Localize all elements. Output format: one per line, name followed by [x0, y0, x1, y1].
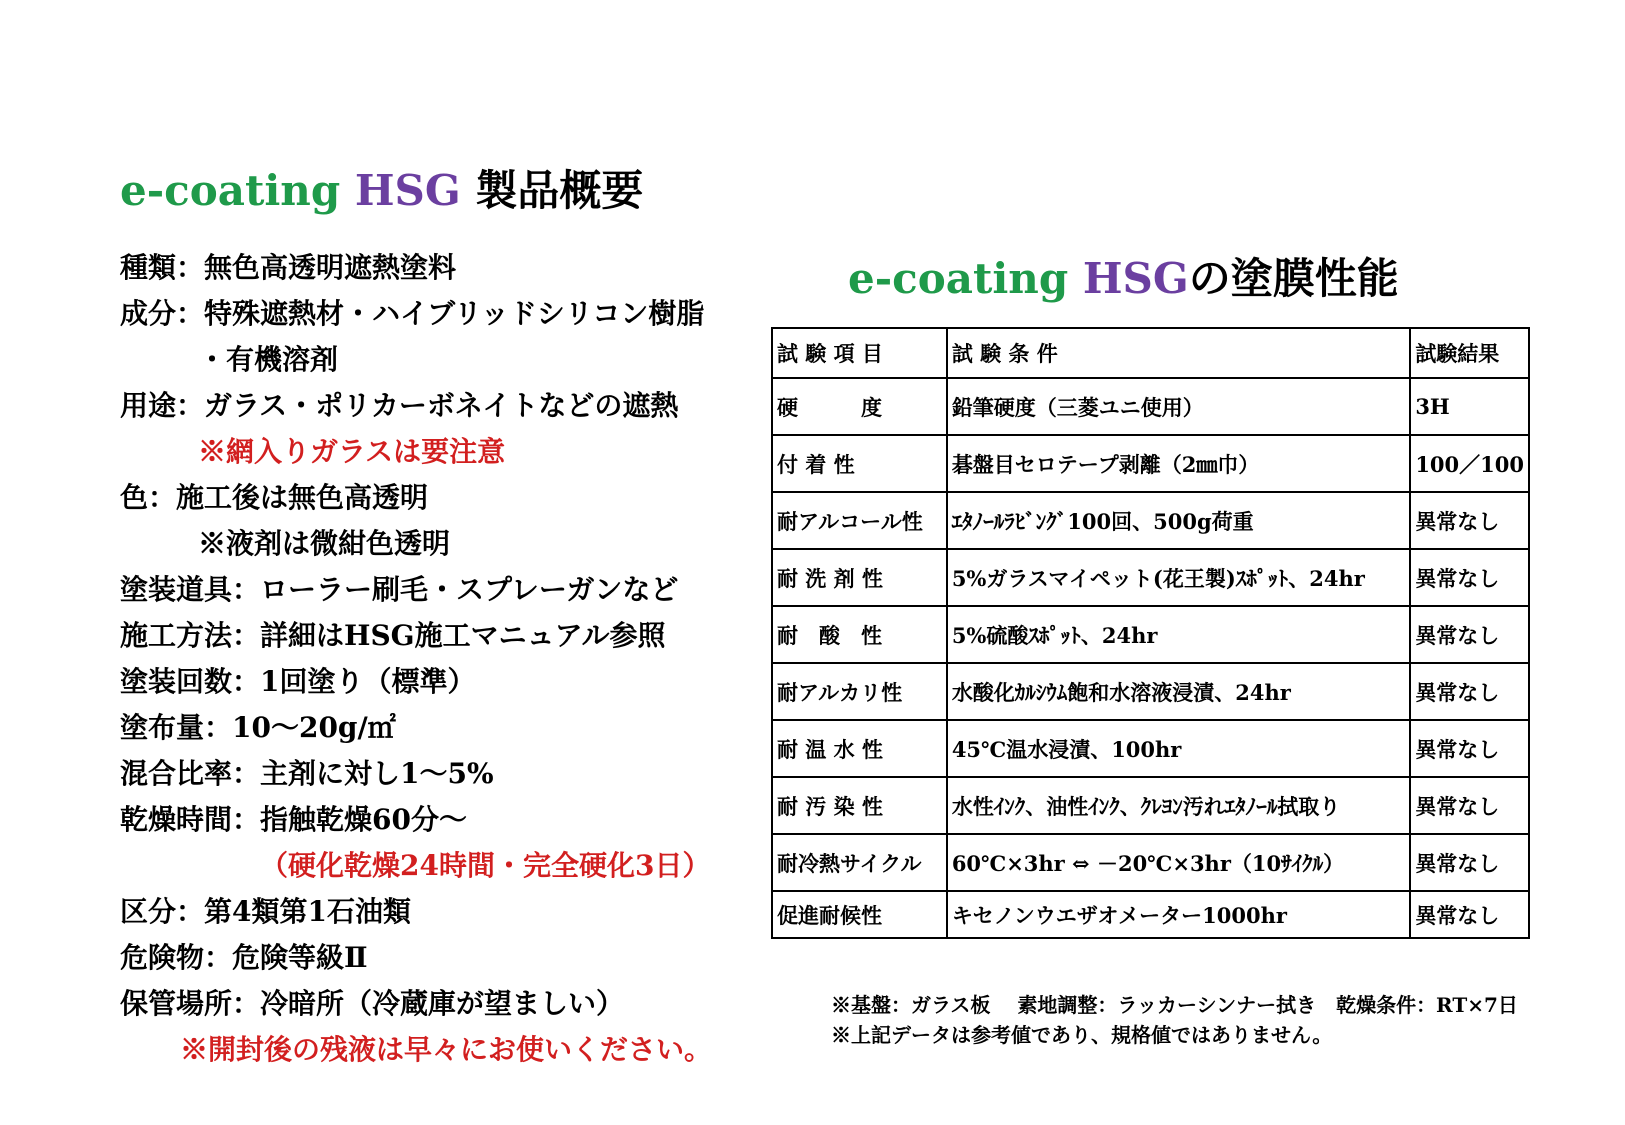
- cell-test-item: 付 着 性: [772, 435, 947, 492]
- spec-note-line: ※開封後の残液は早々にお使いください。: [180, 1033, 713, 1066]
- cell-test-condition: 碁盤目セロテープ剥離（2㎜巾）: [947, 435, 1411, 492]
- spec-line: 色：施工後は無色高透明: [120, 481, 429, 514]
- spec-line: 塗布量：10～20g/㎡: [120, 711, 396, 744]
- brand-name-ecoating: e-coating: [120, 166, 341, 215]
- note-substrate: ※基盤：ガラス板 素地調整：ラッカーシンナー拭き 乾燥条件：RT×7日: [831, 993, 1518, 1017]
- spec-line: ※液剤は微紺色透明: [198, 527, 451, 560]
- cell-test-condition: 5%ガラスマイペット(花王製)ｽﾎﾟｯﾄ、24hr: [947, 549, 1411, 606]
- cell-test-item: 硬 度: [772, 378, 947, 435]
- spec-line: 乾燥時間：指触乾燥60分～: [120, 803, 467, 836]
- header-test-item: 試 験 項 目: [772, 328, 947, 378]
- spec-line: 区分：第4類第1石油類: [120, 895, 411, 928]
- spec-line: ・有機溶剤: [198, 343, 339, 376]
- spec-line: 保管場所：冷暗所（冷蔵庫が望ましい）: [120, 987, 625, 1020]
- table-row: [772, 378, 1529, 435]
- cell-test-result: 異常なし: [1410, 834, 1529, 891]
- table-header-row: [772, 328, 1529, 378]
- cell-test-item: 耐冷熱サイクル: [772, 834, 947, 891]
- spec-line: 危険物：危険等級Ⅱ: [120, 941, 368, 974]
- note-reference: ※上記データは参考値であり、規格値ではありません。: [831, 1023, 1333, 1047]
- brand-name-hsg: HSG: [1082, 254, 1189, 303]
- brand-name-ecoating: e-coating: [848, 254, 1069, 303]
- header-test-result: 試験結果: [1410, 328, 1529, 378]
- header-test-condition: 試 験 条 件: [947, 328, 1411, 378]
- table-row: [772, 606, 1529, 663]
- cell-test-result: 異常なし: [1410, 891, 1529, 938]
- cell-test-condition: 水性ｲﾝｸ、油性ｲﾝｸ、ｸﾚﾖﾝ汚れｴﾀﾉｰﾙ拭取り: [947, 777, 1411, 834]
- cell-test-item: 耐 酸 性: [772, 606, 947, 663]
- cell-test-condition: ｴﾀﾉｰﾙﾗﾋﾞﾝｸﾞ100回、500g荷重: [947, 492, 1411, 549]
- table-row: [772, 834, 1529, 891]
- table-row: [772, 549, 1529, 606]
- table-row: [772, 891, 1529, 938]
- cell-test-result: 異常なし: [1410, 492, 1529, 549]
- cell-test-item: 耐アルカリ性: [772, 663, 947, 720]
- cell-test-item: 促進耐候性: [772, 891, 947, 938]
- cell-test-condition: 45℃温水浸漬、100hr: [947, 720, 1411, 777]
- title-text: の塗膜性能: [1188, 254, 1399, 303]
- spec-line: 種類：無色高透明遮熱塗料: [120, 251, 457, 284]
- cell-test-item: 耐 汚 染 性: [772, 777, 947, 834]
- table-row: [772, 492, 1529, 549]
- cell-test-condition: キセノンウエザオメーター1000hr: [947, 891, 1411, 938]
- cell-test-condition: 60℃×3hr ⇔ －20℃×3hr（10ｻｲｸﾙ）: [947, 834, 1411, 891]
- title-text: 製品概要: [460, 166, 644, 215]
- cell-test-result: 異常なし: [1410, 777, 1529, 834]
- table-row: [772, 777, 1529, 834]
- cell-test-result: 100／100: [1410, 435, 1529, 492]
- table-body: [772, 378, 1529, 938]
- spec-line: 混合比率：主剤に対し1～5%: [120, 757, 494, 790]
- cell-test-item: 耐アルコール性: [772, 492, 947, 549]
- cell-test-condition: 水酸化ｶﾙｼｳﾑ飽和水溶液浸漬、24hr: [947, 663, 1411, 720]
- spec-line: 成分：特殊遮熱材・ハイブリッドシリコン樹脂: [120, 297, 705, 330]
- spec-line: 施工方法：詳細はHSG施工マニュアル参照: [120, 619, 666, 652]
- cell-test-result: 異常なし: [1410, 549, 1529, 606]
- cell-test-item: 耐 温 水 性: [772, 720, 947, 777]
- cell-test-condition: 5%硫酸ｽﾎﾟｯﾄ、24hr: [947, 606, 1411, 663]
- cell-test-item: 耐 洗 剤 性: [772, 549, 947, 606]
- cell-test-condition: 鉛筆硬度（三菱ユニ使用）: [947, 378, 1411, 435]
- spec-note-line: ※網入りガラスは要注意: [198, 435, 506, 468]
- spec-line: 塗装回数：1回塗り（標準）: [120, 665, 476, 698]
- spec-note-line: （硬化乾燥24時間・完全硬化3日）: [260, 849, 711, 882]
- spec-line: 用途：ガラス・ポリカーボネイトなどの遮熱: [120, 389, 679, 422]
- brand-name-hsg: HSG: [354, 166, 461, 215]
- product-overview-title: [120, 166, 644, 215]
- cell-test-result: 異常なし: [1410, 663, 1529, 720]
- spec-line: 塗装道具：ローラー刷毛・スプレーガンなど: [120, 573, 679, 606]
- performance-table: [771, 327, 1530, 939]
- spec-list: [120, 245, 740, 1073]
- table-notes: [831, 990, 1518, 1050]
- cell-test-result: 3H: [1410, 378, 1529, 435]
- cell-test-result: 異常なし: [1410, 720, 1529, 777]
- table-row: [772, 663, 1529, 720]
- cell-test-result: 異常なし: [1410, 606, 1529, 663]
- table-row: [772, 720, 1529, 777]
- table-row: [772, 435, 1529, 492]
- coating-performance-title: [848, 254, 1399, 303]
